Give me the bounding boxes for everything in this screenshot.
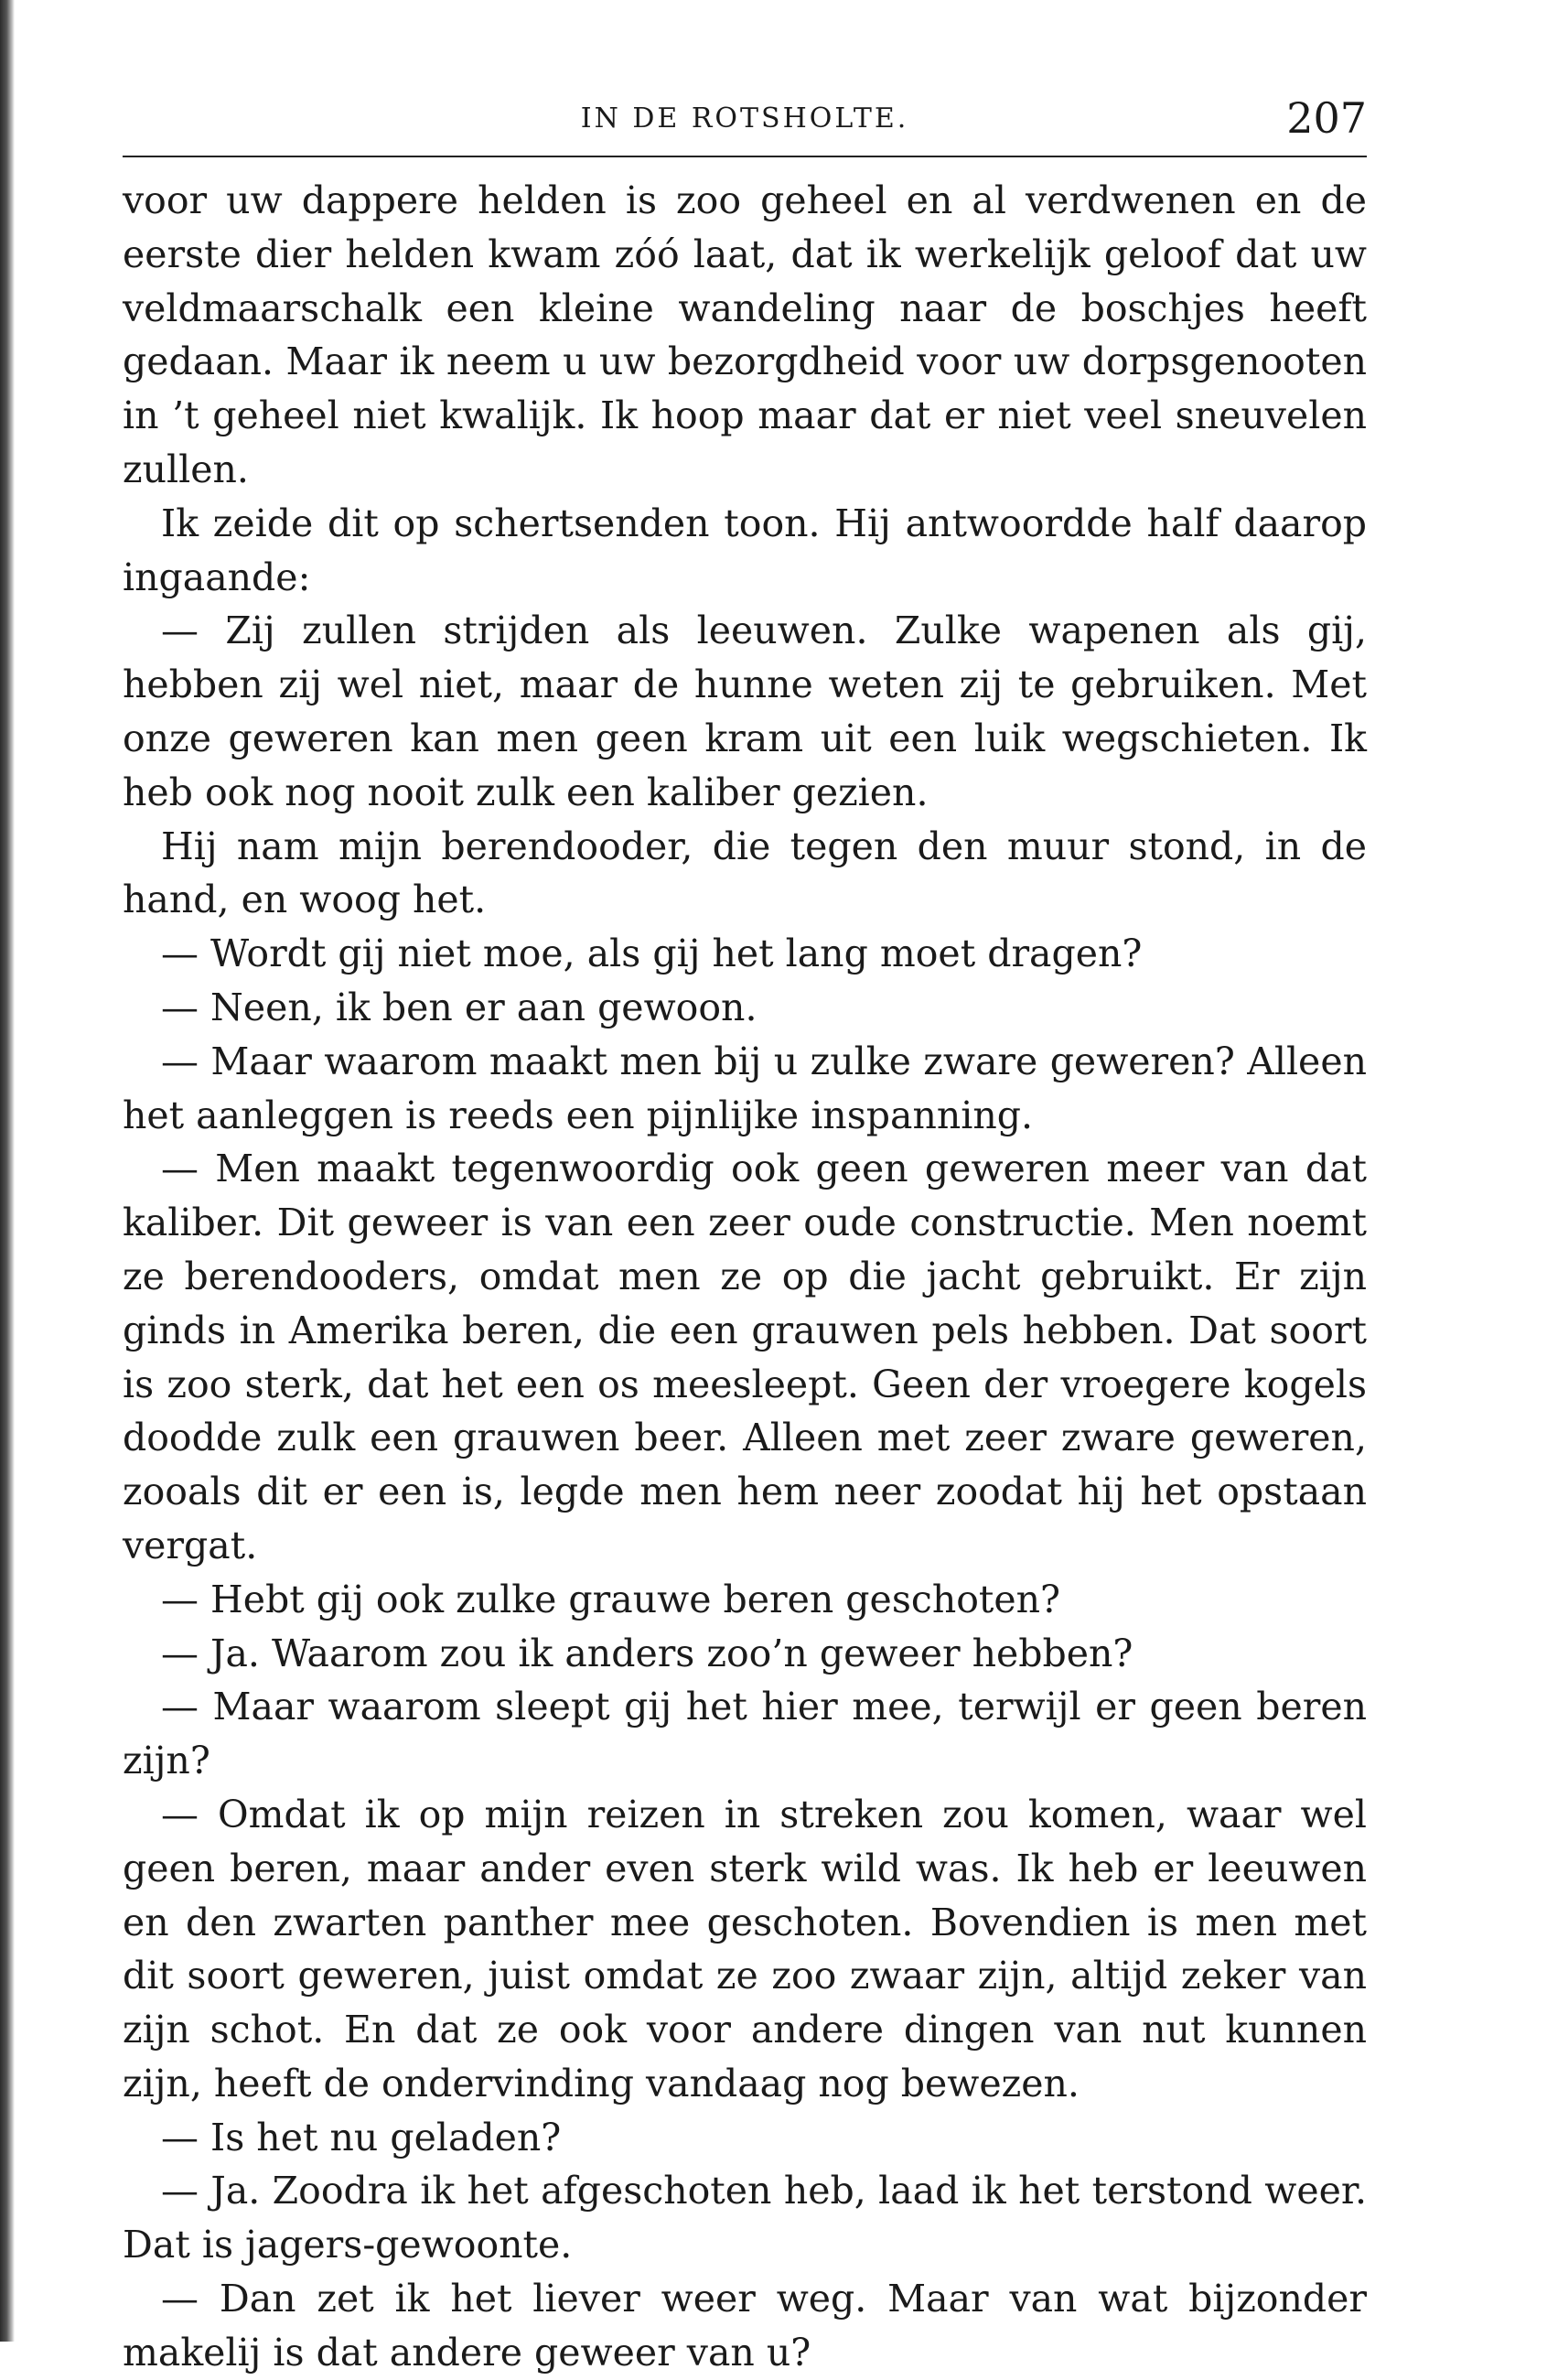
paragraph: — Zij zullen strijden als leeuwen. Zulke wapenen als gij, hebben zij wel niet, maar de hunne weten zij te gebruiken. Met onze geweren kan men geen kram uit een luik wegschieten. Ik heb ook nog nooit zulk een kaliber gezien.	[123, 608, 1367, 814]
dialogue-line: — Maar waarom maakt men bij u zulke zware geweren? Alleen het aanleggen is reeds een pijnlijke inspanning.	[123, 1039, 1367, 1137]
paragraph: Hij nam mijn berendooder, die tegen den muur stond, in de hand, en woog het.	[123, 824, 1367, 922]
page-header	[123, 93, 1367, 154]
dialogue-line: — Maar waarom sleept gij het hier mee, terwijl er geen beren zijn?	[123, 1685, 1367, 1783]
book-binding-edge	[0, 0, 15, 2342]
page-number: 207	[1286, 93, 1367, 143]
dialogue-line: — Men maakt tegenwoordig ook geen geweren meer van dat kaliber. Dit geweer is van een zeer oude constructie. Men noemt ze berendooders, omdat men ze op die jacht gebruikt. Er zijn ginds in Amerika beren, die een grauwen pels hebben. Dat soort is zoo sterk, dat het een os meesleept. Geen der vroegere kogels doodde zulk een grauwen beer. Alleen met zeer zware geweren, zooals dit er een is, legde men hem neer zoodat hij het opstaan vergat.	[123, 1147, 1367, 1567]
dialogue-line: — Ja. Waarom zou ik anders zoo’n geweer hebben?	[161, 1631, 1133, 1675]
dialogue-line: — Wordt gij niet moe, als gij het lang moet dragen?	[161, 932, 1143, 976]
dialogue-line: — Is het nu geladen?	[161, 2115, 562, 2159]
paragraph: Ik zeide dit op schertsenden toon. Hij antwoordde half daarop ingaande:	[123, 501, 1367, 599]
page-body	[123, 174, 1367, 2380]
dialogue-line: — Hebt gij ook zulke grauwe beren geschoten?	[161, 1577, 1061, 1621]
paragraph: voor uw dappere helden is zoo geheel en al verdwenen en de eerste dier helden kwam zóó laat, dat ik werkelijk geloof dat uw veldmaarschalk een kleine wandeling naar de boschjes heeft gedaan. Maar ik neem u uw bezorgdheid voor uw dorpsgenooten in ’t geheel niet kwalijk. Ik hoop maar dat er niet veel sneuvelen zullen.	[123, 178, 1367, 491]
header-rule	[123, 156, 1367, 157]
dialogue-line: — Omdat ik op mijn reizen in streken zou komen, waar wel geen beren, maar ander even sterk wild was. Ik heb er leeuwen en den zwarten panther mee geschoten. Bovendien is men met dit soort geweren, juist omdat ze zoo zwaar zijn, altijd zeker van zijn schot. En dat ze ook voor andere dingen van nut kunnen zijn, heeft de ondervinding vandaag nog bewezen.	[123, 1792, 1367, 2105]
dialogue-line: — Dan zet ik het liever weer weg. Maar van wat bijzonder makelij is dat andere geweer van u?	[123, 2277, 1367, 2375]
dialogue-line: — Neen, ik ben er aan gewoon.	[161, 985, 757, 1029]
running-title: IN DE ROTSHOLTE.	[580, 102, 909, 135]
dialogue-line: — Ja. Zoodra ik het afgeschoten heb, laad ik het terstond weer. Dat is jagers-gewoonte.	[123, 2169, 1367, 2267]
